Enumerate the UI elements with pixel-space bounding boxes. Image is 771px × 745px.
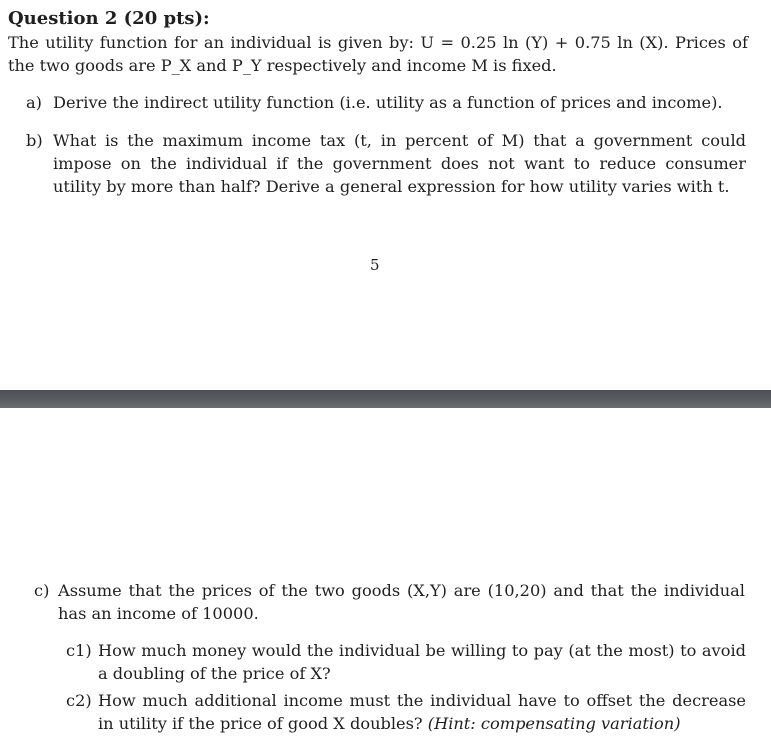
item-b-text: What is the maximum income tax (t, in percent of M) that a government could impose on the individual if the government does not want to reduce consumer utility by more than half? Derive a general expression for how utility varies with t. [53,131,746,196]
item-c1-label: c1) [66,641,92,660]
item-c-text: Assume that the prices of the two goods (X,Y) are (10,20) and that the individual has an income of 10000. [58,581,745,623]
item-c1 [66,639,746,685]
item-c1-text: How much money would the individual be willing to pay (at the most) to avoid a doubling of the price of X? [98,641,746,683]
question-intro: The utility function for an individual is given by: U = 0.25 ln (Y) + 0.75 ln (X). Prices of the two goods are P_X and P_Y respectively and income M is fixed. [8,33,748,75]
item-b-label: b) [26,131,43,150]
question-heading: Question 2 (20 pts): [8,8,210,29]
item-c2-hint: (Hint: compensating variation) [427,714,681,733]
page-separator [0,390,771,408]
page-number: 5 [370,256,380,274]
item-b [26,129,746,198]
item-c2-text: How much additional income must the individual have to offset the decrease in utility if the price of good X doubles? [98,691,746,733]
item-c-label: c) [34,581,50,600]
item-c2-body [98,689,746,735]
item-a-text: Derive the indirect utility function (i.e. utility as a function of prices and income). [53,93,723,112]
item-a-label: a) [26,93,42,112]
document-page-bottom [0,408,771,745]
item-c2-label: c2) [66,691,92,710]
item-c [34,579,745,625]
item-c2 [66,689,746,735]
item-a [26,91,736,114]
